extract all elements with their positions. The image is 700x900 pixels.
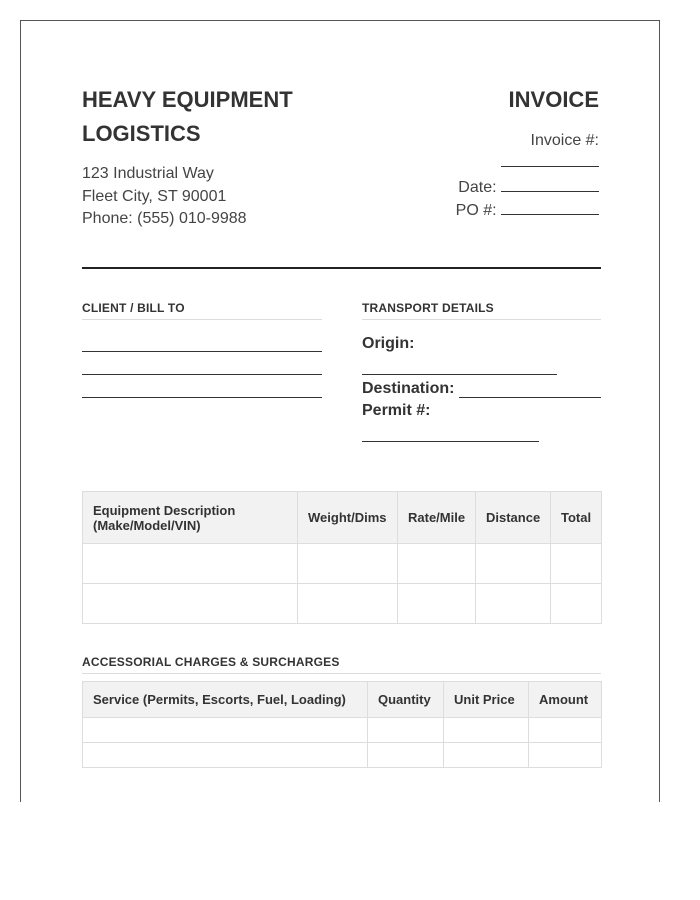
permit-field[interactable]	[362, 440, 539, 442]
client-heading: CLIENT / BILL TO	[82, 301, 322, 320]
table-cell[interactable]	[444, 718, 529, 743]
invoice-number-field[interactable]	[501, 152, 599, 172]
client-line-1[interactable]	[82, 350, 322, 352]
table-cell[interactable]	[368, 743, 444, 768]
company-name-line1: HEAVY EQUIPMENT	[82, 87, 293, 112]
table-cell[interactable]	[368, 718, 444, 743]
company-name-line2: LOGISTICS	[82, 121, 201, 146]
table-cell[interactable]	[444, 743, 529, 768]
table-cell[interactable]	[476, 584, 551, 624]
client-line-2[interactable]	[82, 373, 322, 375]
address-line1: 123 Industrial Way	[82, 165, 214, 182]
table-cell[interactable]	[476, 544, 551, 584]
address-line2: Fleet City, ST 90001	[82, 187, 227, 205]
date-field[interactable]	[501, 177, 599, 192]
po-field[interactable]	[501, 200, 599, 215]
table-cell[interactable]	[83, 584, 298, 624]
table-cell[interactable]	[398, 544, 476, 584]
destination-label: Destination:	[362, 380, 455, 397]
equipment-table	[82, 491, 602, 624]
invoice-sheet	[20, 20, 660, 802]
table-row	[83, 584, 602, 624]
date-row	[458, 177, 599, 197]
header-divider	[82, 267, 601, 269]
table-row	[83, 718, 602, 743]
col-unit-price: Unit Price	[444, 682, 529, 718]
company-address	[82, 163, 247, 231]
accessorial-heading: ACCESSORIAL CHARGES & SURCHARGES	[82, 655, 601, 674]
origin-label: Origin:	[362, 335, 415, 352]
table-cell[interactable]	[529, 743, 602, 768]
table-row	[83, 743, 602, 768]
invoice-number-label: Invoice #:	[530, 132, 599, 149]
col-total: Total	[551, 492, 602, 544]
accessorial-table	[82, 681, 602, 768]
origin-field[interactable]	[362, 373, 557, 375]
company-name	[82, 83, 382, 151]
destination-field[interactable]	[459, 396, 601, 398]
date-label: Date:	[458, 179, 497, 196]
col-equipment-description: Equipment Description (Make/Model/VIN)	[83, 492, 298, 544]
table-cell[interactable]	[529, 718, 602, 743]
invoice-title: INVOICE	[508, 87, 599, 112]
col-rate-mile: Rate/Mile	[398, 492, 476, 544]
phone-line: Phone: (555) 010-9988	[82, 210, 247, 227]
client-line-3[interactable]	[82, 396, 322, 398]
accessorial-header-row	[83, 682, 602, 718]
col-quantity: Quantity	[368, 682, 444, 718]
table-row	[83, 544, 602, 584]
col-weight-dims: Weight/Dims	[298, 492, 398, 544]
table-cell[interactable]	[83, 544, 298, 584]
table-cell[interactable]	[298, 544, 398, 584]
table-cell[interactable]	[398, 584, 476, 624]
col-distance: Distance	[476, 492, 551, 544]
table-cell[interactable]	[551, 544, 602, 584]
table-cell[interactable]	[83, 743, 368, 768]
transport-heading: TRANSPORT DETAILS	[362, 301, 601, 320]
table-cell[interactable]	[551, 584, 602, 624]
table-cell[interactable]	[83, 718, 368, 743]
col-service: Service (Permits, Escorts, Fuel, Loading)	[83, 682, 368, 718]
permit-label: Permit #:	[362, 402, 431, 419]
table-cell[interactable]	[298, 584, 398, 624]
po-label: PO #:	[455, 202, 497, 219]
po-row	[456, 200, 599, 220]
equipment-header-row	[83, 492, 602, 544]
col-amount: Amount	[529, 682, 602, 718]
